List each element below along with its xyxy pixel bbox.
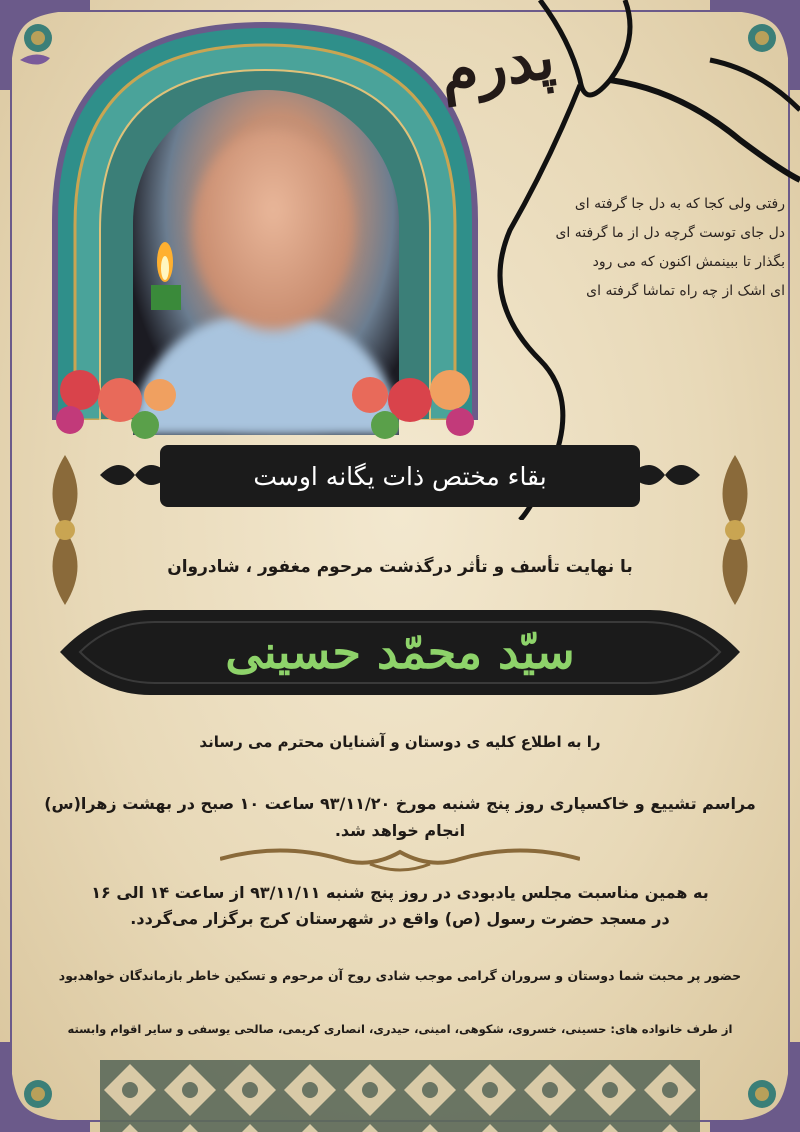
ornament-divider-icon bbox=[220, 842, 580, 876]
floral-corner-icon bbox=[710, 1042, 800, 1132]
ornament-icon bbox=[35, 455, 95, 605]
poem-line: ای اشک از چه راه تماشا گرفته ای bbox=[586, 283, 785, 299]
deceased-name: سیّد محمّد حسینی bbox=[225, 625, 575, 679]
candle-icon bbox=[143, 240, 188, 310]
poem-line: دل جای توست گرچه دل از ما گرفته ای bbox=[555, 225, 785, 241]
memorial-line: به همین مناسبت مجلس یادبودی در روز پنج شنبه ۹۳/۱۱/۱۱ از ساعت ۱۴ الی ۱۶ bbox=[91, 883, 709, 902]
geometric-pattern-icon bbox=[100, 1060, 700, 1132]
presence-text: حضور پر محبت شما دوستان و سروران گرامی موجب شادی روح آن مرحوم و تسکین خاطر بازماندگان خواهدبود bbox=[58, 968, 742, 983]
header-banner bbox=[160, 445, 640, 507]
announcement-text: را به اطلاع کلیه ی دوستان و آشنایان محترم می رساند bbox=[199, 733, 601, 751]
ceremony-line: انجام خواهد شد. bbox=[334, 821, 466, 840]
floral-corner-icon bbox=[0, 1042, 90, 1132]
ceremony-text bbox=[40, 790, 760, 844]
ornament-icon bbox=[630, 455, 700, 495]
title-word: پدرم bbox=[435, 22, 559, 108]
intro-text: با نهایت تأسف و تأثر درگذشت مرحوم مغفور ، شادروان bbox=[167, 557, 633, 577]
memorial-text bbox=[40, 880, 760, 932]
families-text: از طرف خانواده های: حسینی، خسروی، شکوهی، امینی، حیدری، انصاری کریمی، صالحی یوسفی و سایر اقوام وابسته bbox=[67, 1022, 733, 1036]
ceremony-line: مراسم تشییع و خاکسپاری روز پنج شنبه مورخ ۹۳/۱۱/۲۰ ساعت ۱۰ صبح در بهشت زهرا(س) bbox=[44, 794, 756, 813]
poem bbox=[500, 190, 785, 306]
poem-line: بگذار تا ببینمش اکنون که می رود bbox=[592, 254, 785, 270]
flowers-icon bbox=[50, 350, 200, 440]
flowers-icon bbox=[330, 350, 480, 440]
memorial-line: در مسجد حضرت رسول (ص) واقع در شهرستان کرج برگزار می‌گردد. bbox=[130, 909, 670, 928]
poem-line: رفتی ولی کجا که به دل جا گرفته ای bbox=[574, 196, 785, 212]
ornament-icon bbox=[705, 455, 765, 605]
banner-text: بقاء مختص ذات یگانه اوست bbox=[253, 461, 547, 491]
photo-frame bbox=[50, 20, 480, 420]
